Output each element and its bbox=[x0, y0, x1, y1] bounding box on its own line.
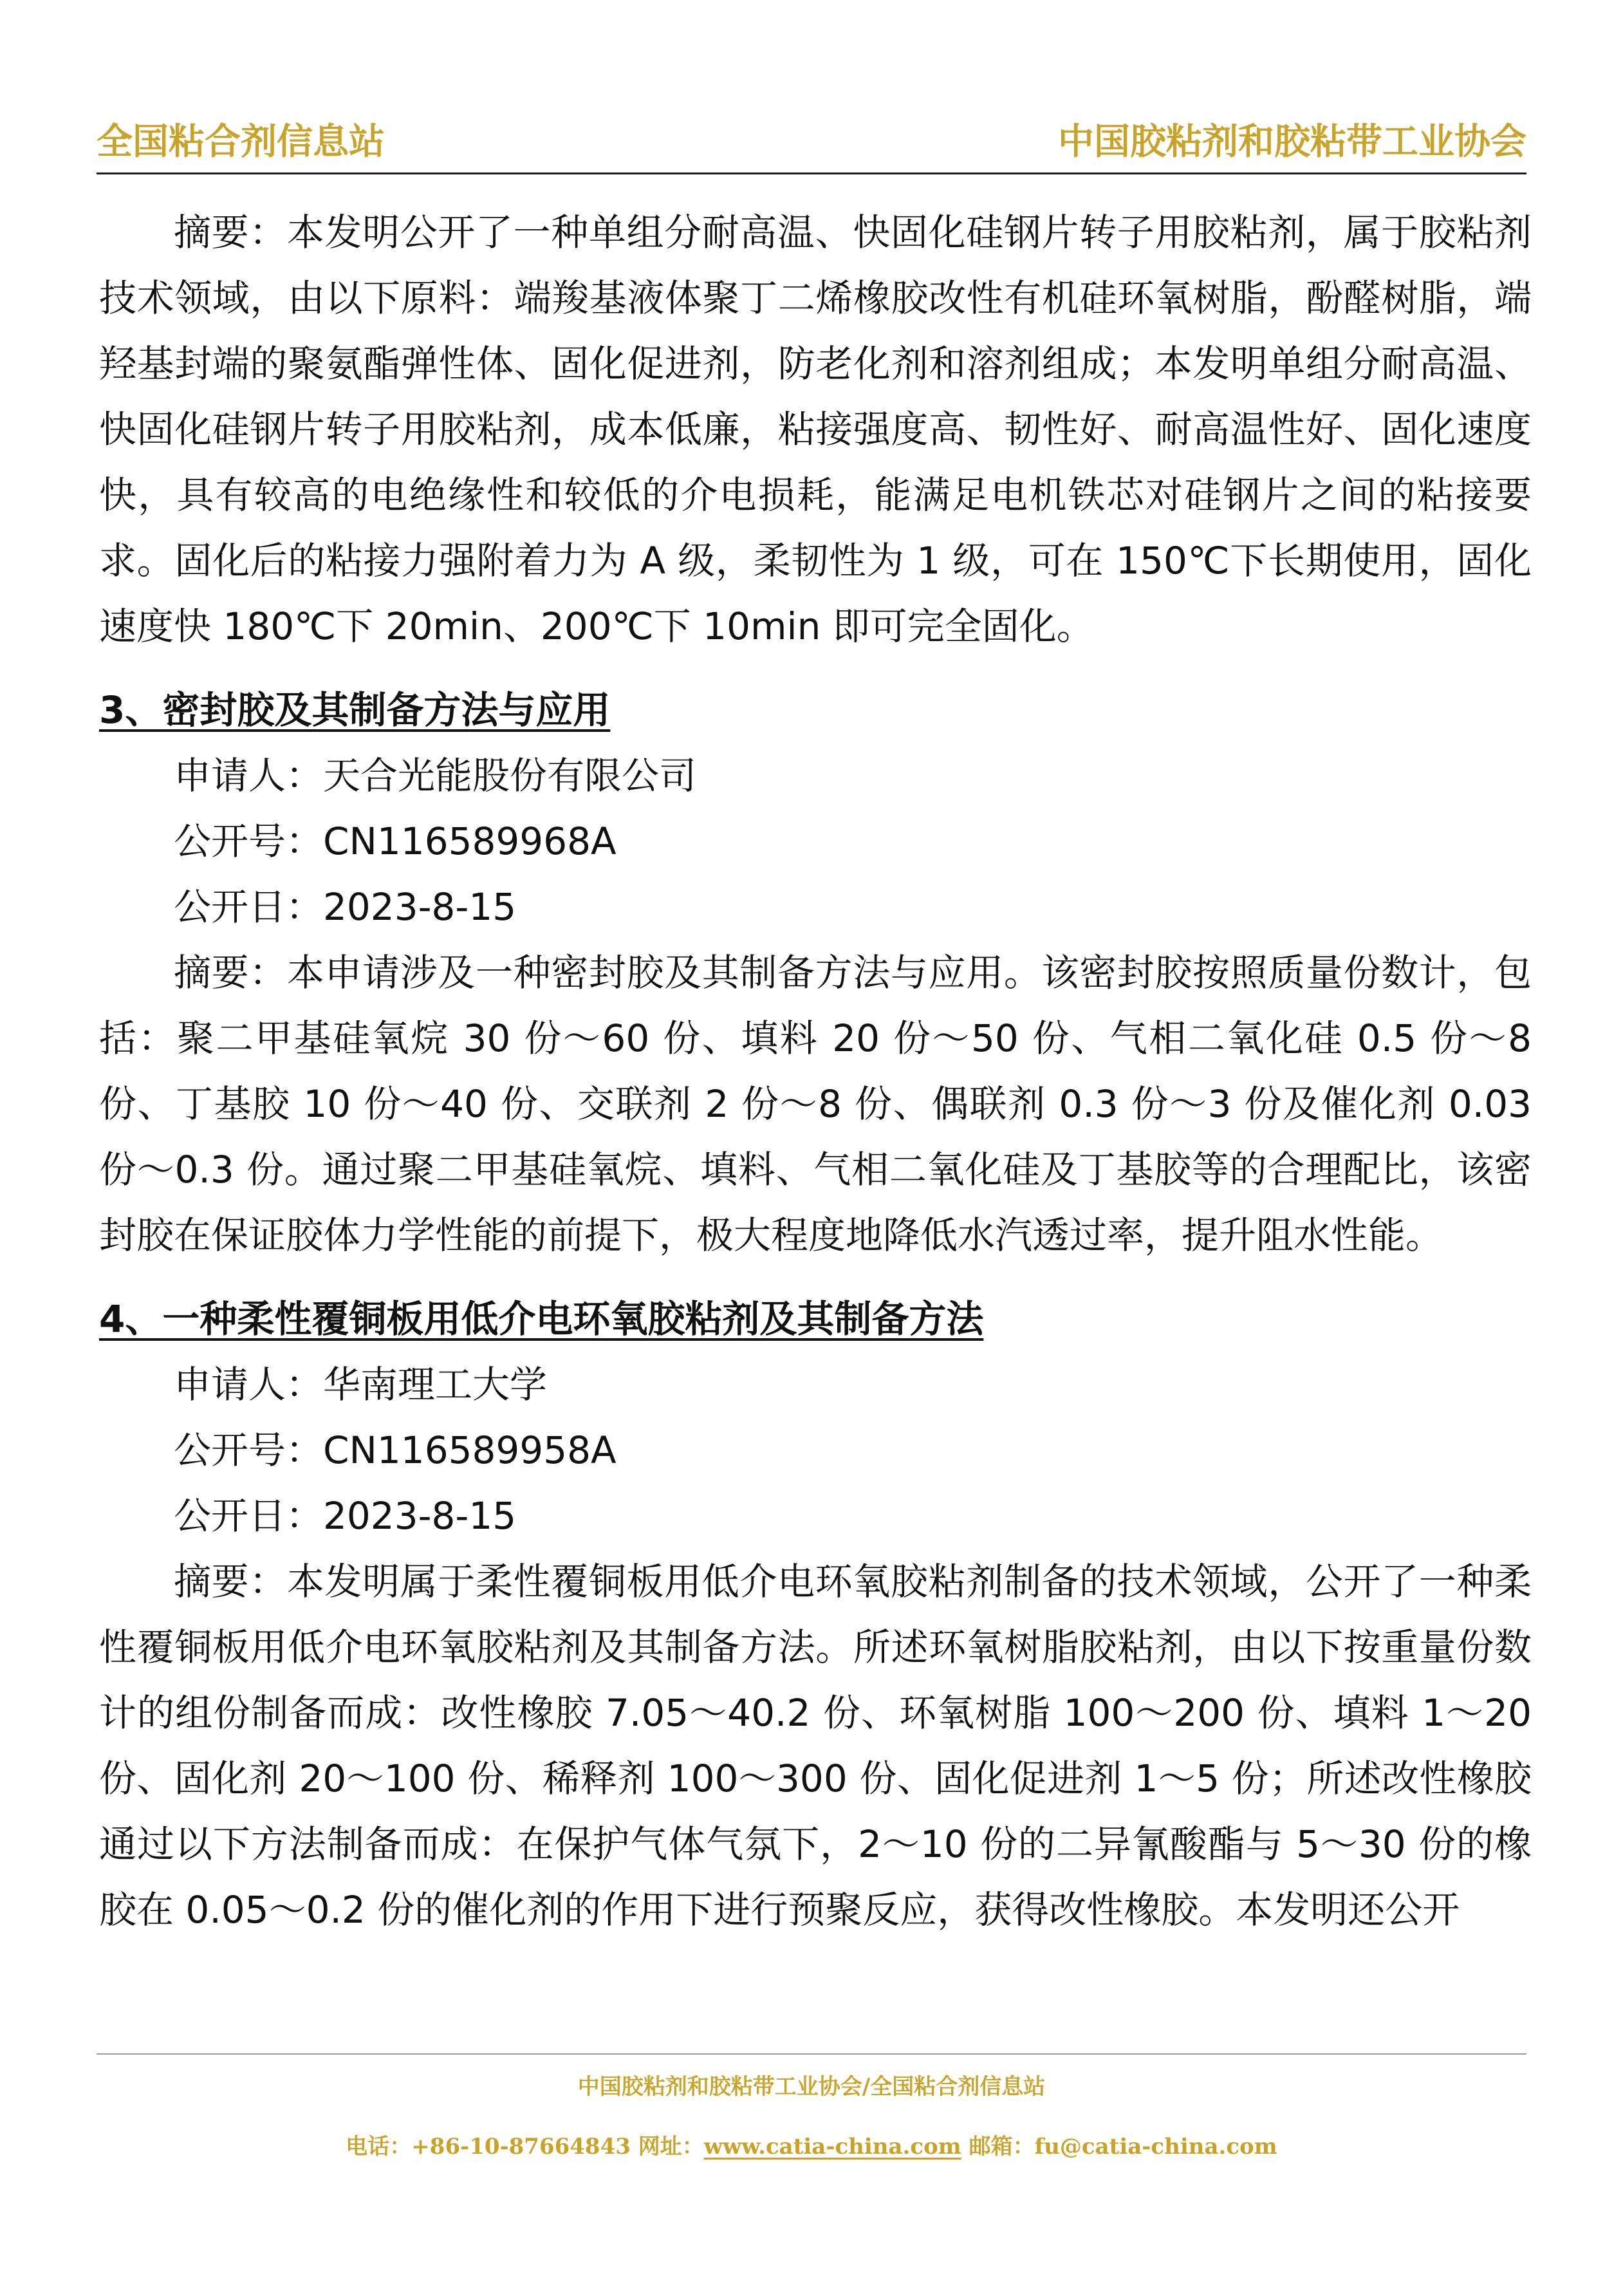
page-footer bbox=[97, 2053, 1526, 2160]
footer-organization: 中国胶粘剂和胶粘带工业协会/全国粘合剂信息站 bbox=[577, 2074, 1046, 2100]
section-4-abstract: 摘要：本发明属于柔性覆铜板用低介电环氧胶粘剂制备的技术领域，公开了一种柔性覆铜板用低介电环氧胶粘剂及其制备方法。所述环氧树脂胶粘剂，由以下按重量份数计的组份制备而成：改性橡胶 7.05～40.2 份、环氧树脂 100～200 份、填料 1～20 份、固化剂 20～100 份、稀释剂 100～300 份、固化促进剂 1～5 份；所述改性橡胶通过以下方法制备而成：在保护气体气氛下，2～10 份的二异氰酸酯与 5～30 份的橡胶在 0.05～0.2 份的催化剂的作用下进行预聚反应，获得改性橡胶。本发明还公开 bbox=[99, 1560, 1532, 1932]
footer-contact bbox=[97, 2129, 1526, 2160]
footer-email: 邮箱：fu@catia-china.com bbox=[961, 2134, 1277, 2160]
document-body bbox=[99, 200, 1532, 1943]
page-header bbox=[97, 115, 1526, 174]
section-3-title: 3、密封胶及其制备方法与应用 bbox=[99, 688, 611, 732]
section-3-abstract: 摘要：本申请涉及一种密封胶及其制备方法与应用。该密封胶按照质量份数计，包括：聚二甲基硅氧烷 30 份～60 份、填料 20 份～50 份、气相二氧化硅 0.5 份～8 份、丁基胶 10 份～40 份、交联剂 2 份～8 份、偶联剂 0.3 份～3 份及催化剂 0.03 份～0.3 份。通过聚二甲基硅氧烷、填料、气相二氧化硅及丁基胶等的合理配比，该密封胶在保证胶体力学性能的前提下，极大程度地降低水汽透过率，提升阻水性能。 bbox=[99, 951, 1532, 1257]
section-3-publication-number: 公开号：CN116589968A bbox=[174, 819, 617, 863]
header-association-name: 中国胶粘剂和胶粘带工业协会 bbox=[1058, 121, 1526, 163]
footer-phone: 电话：+86-10-87664843 网址： bbox=[346, 2134, 704, 2160]
intro-abstract: 摘要：本发明公开了一种单组分耐高温、快固化硅钢片转子用胶粘剂，属于胶粘剂技术领域，由以下原料：端羧基液体聚丁二烯橡胶改性有机硅环氧树脂，酚醛树脂，端羟基封端的聚氨酯弹性体、固化促进剂，防老化剂和溶剂组成；本发明单组分耐高温、快固化硅钢片转子用胶粘剂，成本低廉，粘接强度高、韧性好、耐高温性好、固化速度快，具有较高的电绝缘性和较低的介电损耗，能满足电机铁芯对硅钢片之间的粘接要求。固化后的粘接力强附着力为 A 级，柔韧性为 1 级，可在 150℃下长期使用，固化速度快 180℃下 20min、200℃下 10min 即可完全固化。 bbox=[99, 210, 1532, 648]
footer-website-link[interactable]: www.catia-china.com bbox=[703, 2134, 961, 2160]
section-4-publication-number: 公开号：CN116589958A bbox=[174, 1428, 617, 1472]
section-4-publication-date: 公开日：2023-8-15 bbox=[174, 1494, 517, 1538]
section-4-applicant: 申请人：华南理工大学 bbox=[174, 1363, 548, 1406]
section-3-applicant: 申请人：天合光能股份有限公司 bbox=[174, 754, 697, 798]
section-4-title: 4、一种柔性覆铜板用低介电环氧胶粘剂及其制备方法 bbox=[99, 1297, 984, 1341]
header-site-name: 全国粘合剂信息站 bbox=[97, 121, 385, 163]
section-3-publication-date: 公开日：2023-8-15 bbox=[174, 885, 517, 929]
